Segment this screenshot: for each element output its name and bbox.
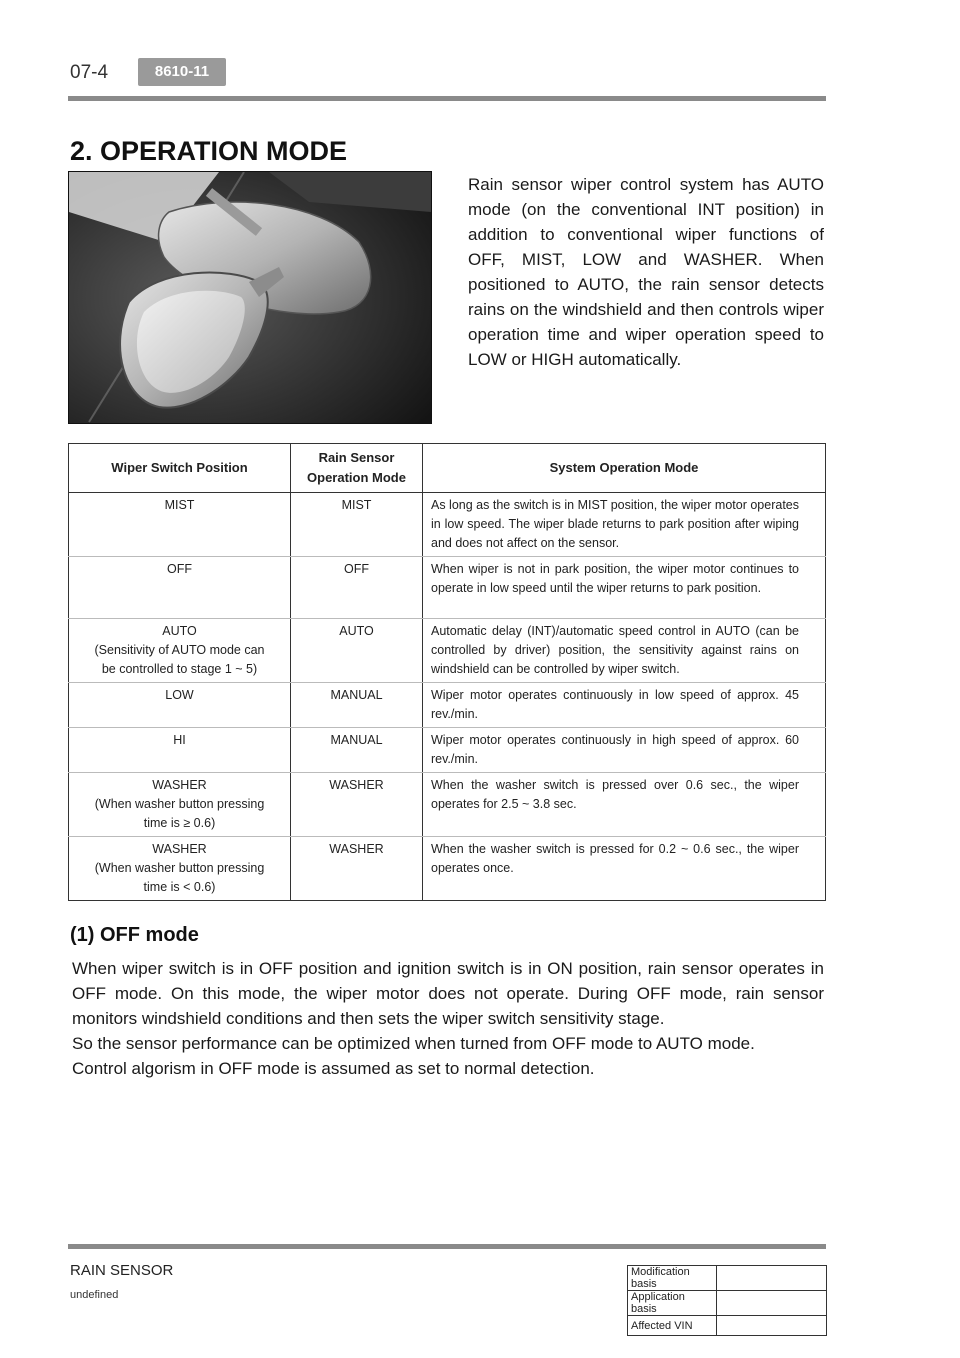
cell-sensor-mode: AUTO: [291, 619, 423, 683]
cell-system-description: As long as the switch is in MIST position, the wiper motor operates in low speed. The wiper blade returns to park position after wiping and does not affect on the sensor.: [423, 493, 826, 557]
cell-sensor-mode: MANUAL: [291, 683, 423, 728]
table-row: [69, 493, 826, 557]
basis-value-affected-vin: [717, 1316, 827, 1336]
mirror-illustration: [69, 172, 431, 423]
switch-line: time is ≥ 0.6): [143, 816, 216, 830]
switch-line: time is < 0.6): [143, 880, 216, 894]
cell-system-description: When wiper is not in park position, the wiper motor continues to operate in low speed until the wiper returns to park position.: [423, 557, 826, 619]
cell-sensor-mode: MANUAL: [291, 728, 423, 773]
cell-switch-position: [69, 837, 291, 901]
basis-value-modification: [717, 1266, 827, 1291]
table-row: [69, 557, 826, 619]
off-mode-title: (1) OFF mode: [70, 924, 199, 946]
cell-system-description: Wiper motor operates continuously in low speed of approx. 45 rev./min.: [423, 683, 826, 728]
cell-system-description: When the washer switch is pressed for 0.2 ~ 0.6 sec., the wiper operates once.: [423, 837, 826, 901]
table-row: [69, 728, 826, 773]
switch-line: AUTO: [162, 624, 197, 638]
switch-line: WASHER: [152, 842, 207, 856]
cell-system-description: Wiper motor operates continuously in high speed of approx. 60 rev./min.: [423, 728, 826, 773]
off-mode-paragraph: Control algorism in OFF mode is assumed as set to normal detection.: [72, 1059, 595, 1078]
cell-sensor-mode: OFF: [291, 557, 423, 619]
basis-row: [628, 1291, 827, 1316]
cell-switch-position: [69, 557, 291, 619]
basis-row: [628, 1266, 827, 1291]
switch-line: (When washer button pressing: [94, 797, 265, 811]
cell-sensor-mode: MIST: [291, 493, 423, 557]
basis-row: [628, 1316, 827, 1336]
table-row: [69, 683, 826, 728]
footer-rule: [68, 1244, 826, 1249]
cell-sensor-mode: WASHER: [291, 773, 423, 837]
off-mode-paragraph: When wiper switch is in OFF position and ignition switch is in ON position, rain sensor operates in OFF mode. On this mode, the wiper motor does not operate. During OFF mode, rain sensor monitors windshield conditions and then sets the wiper switch sensitivity stage.: [72, 959, 824, 1028]
cell-switch-position: [69, 683, 291, 728]
cell-switch-position: [69, 619, 291, 683]
switch-line: (When washer button pressing: [94, 861, 265, 875]
basis-table: [627, 1265, 827, 1336]
basis-label-modification: Modification basis: [628, 1266, 717, 1291]
cell-switch-position: [69, 493, 291, 557]
footer-subtitle: undefined: [70, 1289, 119, 1301]
cell-switch-position: [69, 773, 291, 837]
header-system-operation-mode: System Operation Mode: [423, 444, 826, 493]
document-code-badge: 8610-11: [138, 58, 226, 86]
off-mode-body: [72, 956, 824, 1081]
switch-line: (Sensitivity of AUTO mode can: [94, 643, 265, 657]
cell-system-description: When the washer switch is pressed over 0.6 sec., the wiper operates for 2.5 ~ 3.8 sec.: [423, 773, 826, 837]
switch-line: WASHER: [152, 778, 207, 792]
operation-mode-table: [68, 443, 826, 901]
switch-line: be controlled to stage 1 ~ 5): [101, 662, 258, 676]
footer-section-name: RAIN SENSOR: [70, 1262, 174, 1279]
switch-line: OFF: [167, 562, 192, 576]
basis-label-application: Application basis: [628, 1291, 717, 1316]
header-rule: [68, 96, 826, 101]
header-rain-sensor-operation-mode: [291, 444, 423, 493]
header-rain-sensor-line2: Operation Mode: [307, 470, 406, 485]
switch-line: LOW: [165, 688, 194, 702]
cell-sensor-mode: WASHER: [291, 837, 423, 901]
rain-sensor-mirror-photo: [68, 171, 432, 424]
table-row: [69, 773, 826, 837]
switch-line: MIST: [164, 498, 195, 512]
section-title: 2. OPERATION MODE: [70, 136, 348, 166]
table-header-row: [69, 444, 826, 493]
basis-label-affected-vin: Affected VIN: [628, 1316, 717, 1336]
cell-switch-position: [69, 728, 291, 773]
table-row: [69, 619, 826, 683]
header-wiper-switch-position: Wiper Switch Position: [69, 444, 291, 493]
cell-system-description: Automatic delay (INT)/automatic speed control in AUTO (can be controlled by driver) position, the sensitivity against rains on windshield can be controlled by wiper switch.: [423, 619, 826, 683]
table-row: [69, 837, 826, 901]
switch-line: HI: [173, 733, 186, 747]
page-number: 07-4: [70, 62, 109, 83]
basis-value-application: [717, 1291, 827, 1316]
header-rain-sensor-line1: Rain Sensor: [318, 450, 395, 465]
off-mode-paragraph: So the sensor performance can be optimized when turned from OFF mode to AUTO mode.: [72, 1034, 755, 1053]
intro-paragraph: Rain sensor wiper control system has AUTO mode (on the conventional INT position) in addition to conventional wiper functions of OFF, MIST, LOW and WASHER. When positioned to AUTO, the rain sensor detects rains on the windshield and then controls wiper operation time and wiper operation speed to LOW or HIGH automatically.: [468, 175, 824, 369]
